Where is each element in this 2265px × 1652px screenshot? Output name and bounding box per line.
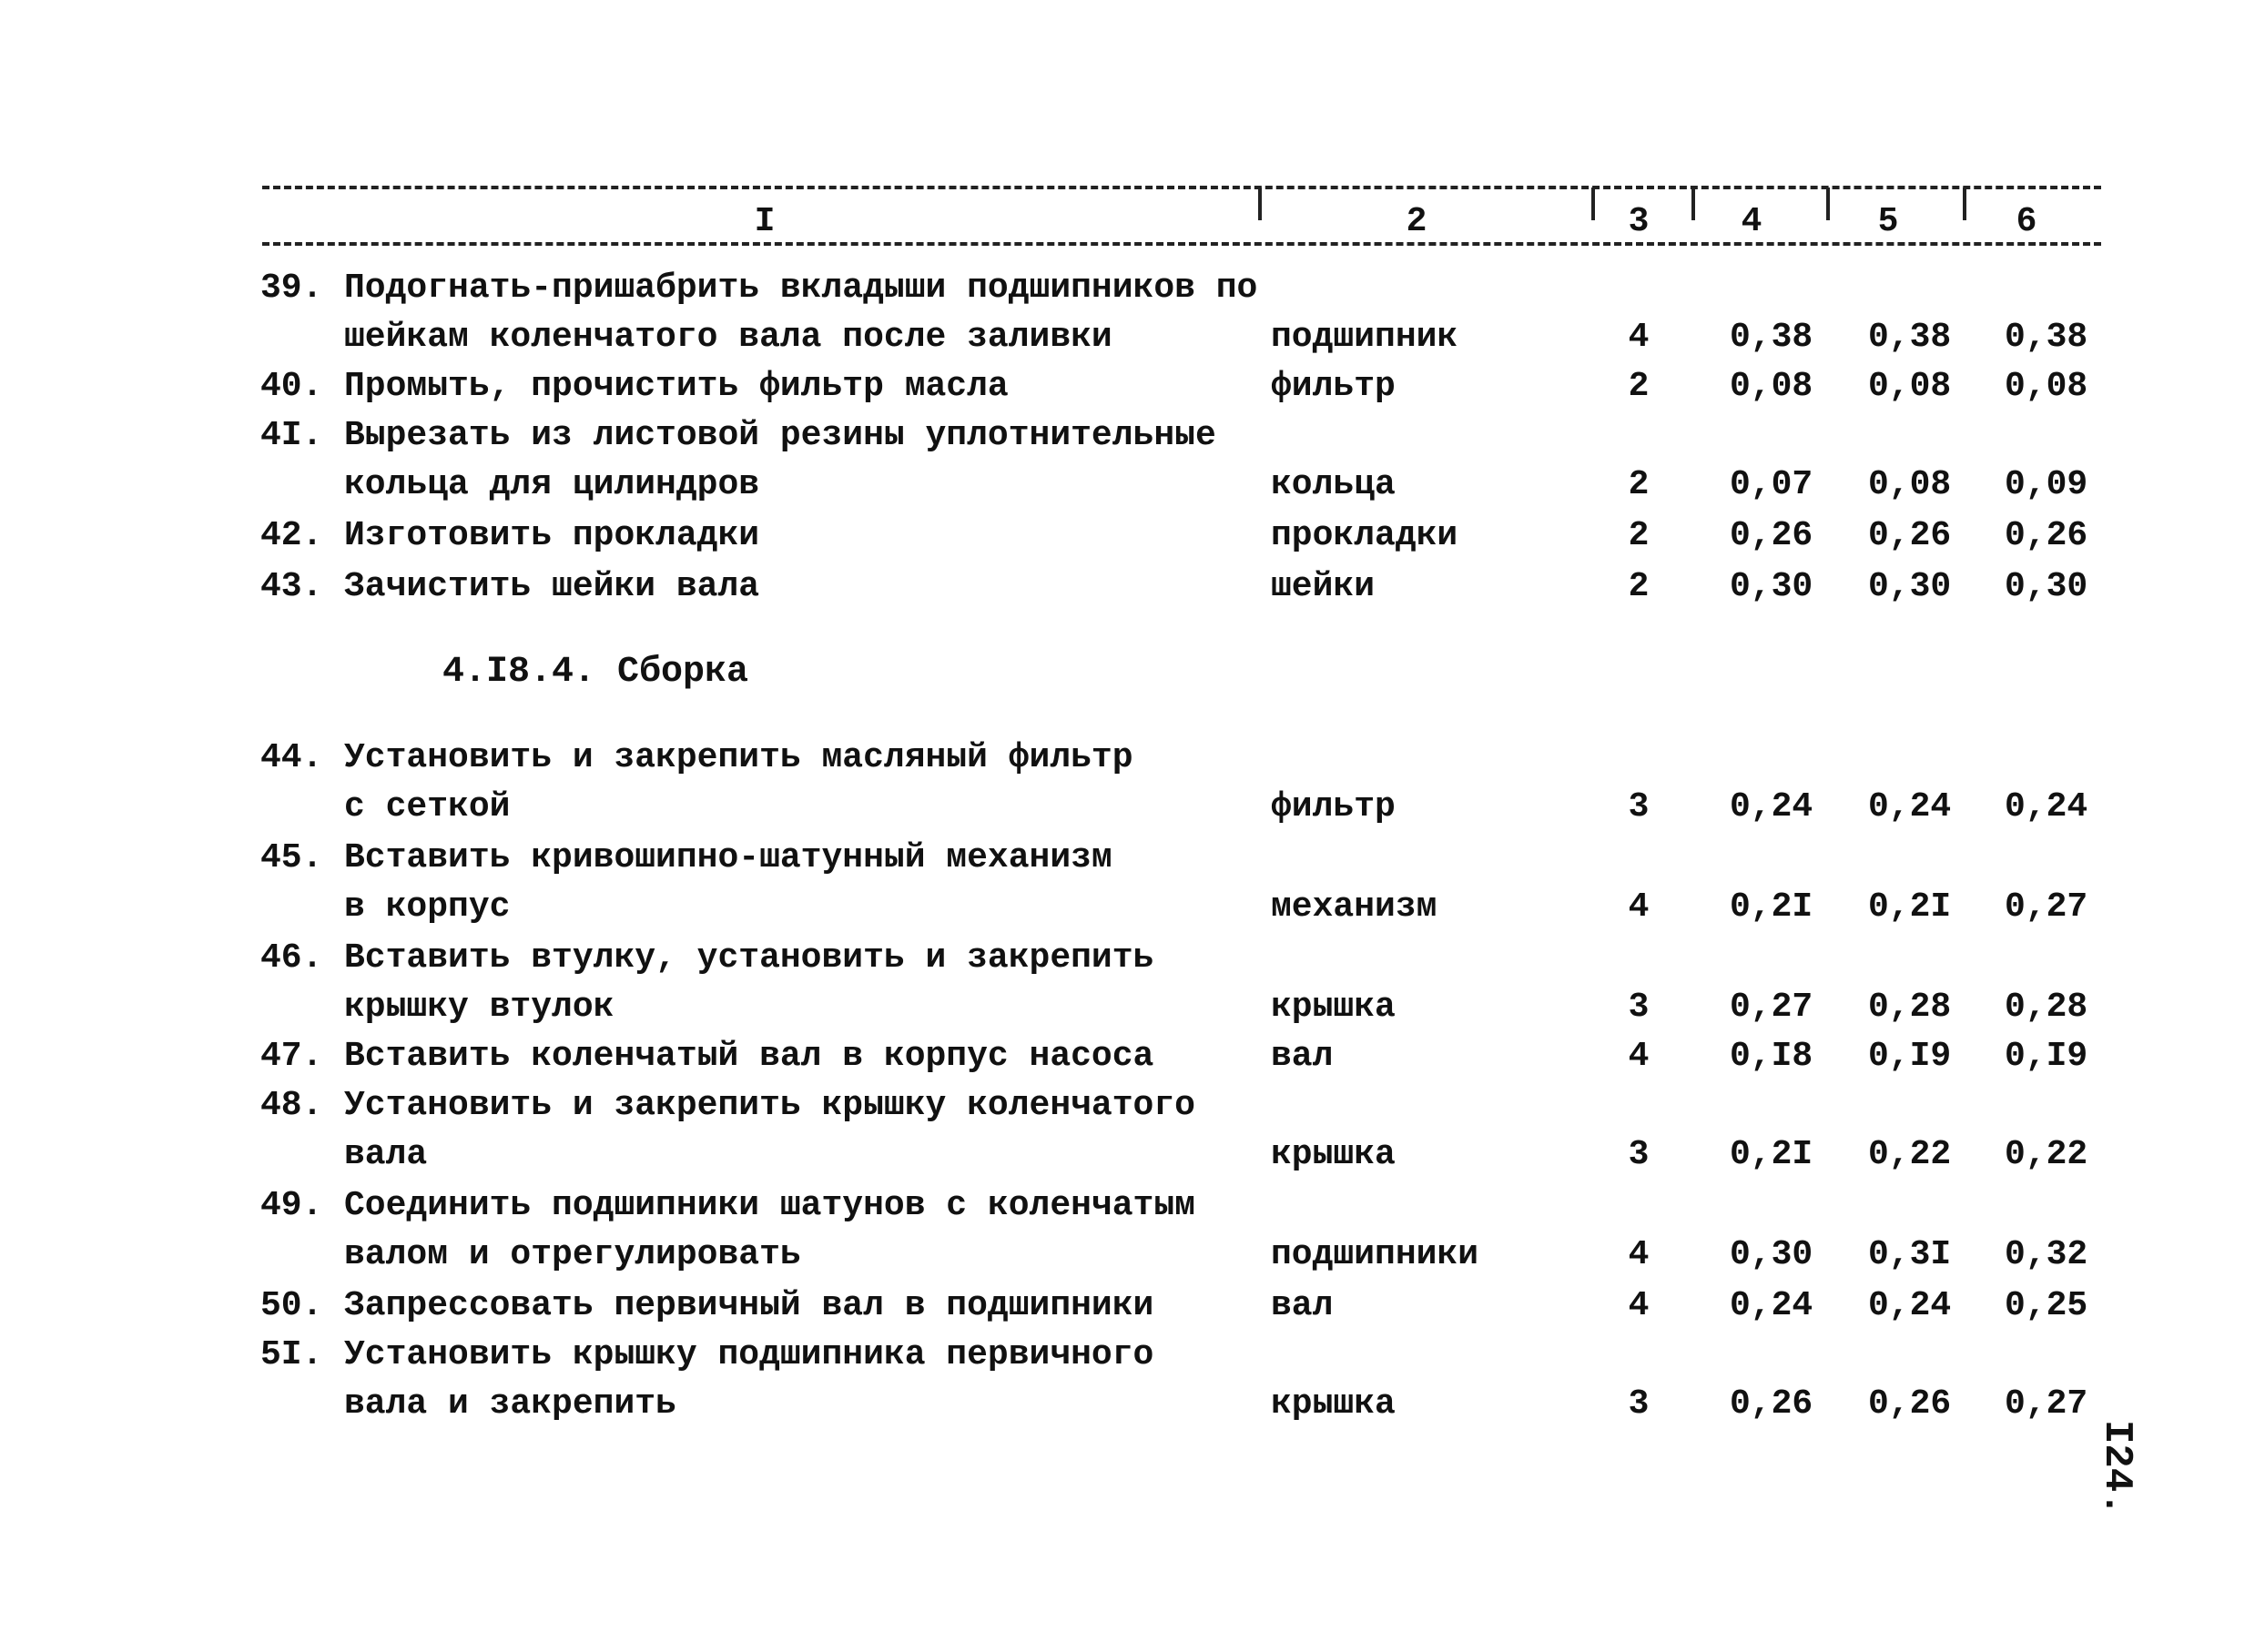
row-description: Запрессовать первичный вал в подшипники (344, 1286, 1154, 1325)
row-value-6: 0,08 (2005, 367, 2088, 406)
table-row (0, 362, 2265, 411)
row-object: крышка (1271, 988, 1396, 1027)
row-object: вал (1271, 1037, 1334, 1076)
table-row-continuation (0, 313, 2265, 362)
table-row-continuation (0, 983, 2265, 1032)
row-number: 40. (260, 367, 323, 406)
header-separator (1691, 187, 1695, 220)
row-value-6: 0,27 (2005, 887, 2088, 927)
row-quantity: 4 (1628, 1037, 1650, 1076)
row-quantity: 3 (1628, 1135, 1650, 1174)
row-value-4: 0,38 (1730, 318, 1813, 357)
row-description: вала и закрепить (344, 1384, 676, 1424)
table-row (0, 1032, 2265, 1081)
row-quantity: 3 (1628, 1384, 1650, 1424)
row-value-4: 0,07 (1730, 465, 1813, 504)
table-row (0, 1282, 2265, 1331)
row-number: 39. (260, 269, 323, 308)
row-object: механизм (1271, 887, 1437, 927)
header-col-6: 6 (2016, 202, 2037, 241)
row-value-6: 0,09 (2005, 465, 2088, 504)
row-description: Вырезать из листовой резины уплотнительные (344, 416, 1216, 455)
row-number: 45. (260, 838, 323, 877)
row-value-6: 0,28 (2005, 988, 2088, 1027)
row-quantity: 2 (1628, 465, 1650, 504)
row-description: Установить и закрепить масляный фильтр (344, 738, 1133, 777)
row-value-5: 0,I9 (1868, 1037, 1952, 1076)
row-value-5: 0,24 (1868, 787, 1952, 826)
row-description: в корпус (344, 887, 511, 927)
row-value-5: 0,2I (1868, 887, 1952, 927)
row-quantity: 4 (1628, 1286, 1650, 1325)
header-top-rule (262, 186, 2101, 189)
row-value-6: 0,30 (2005, 567, 2088, 606)
row-value-6: 0,25 (2005, 1286, 2088, 1325)
row-number: 48. (260, 1086, 323, 1125)
row-description: Вставить коленчатый вал в корпус насоса (344, 1037, 1154, 1076)
row-description: валом и отрегулировать (344, 1235, 801, 1274)
row-value-5: 0,22 (1868, 1135, 1952, 1174)
row-value-6: 0,38 (2005, 318, 2088, 357)
row-object: вал (1271, 1286, 1334, 1325)
row-value-4: 0,2I (1730, 1135, 1813, 1174)
row-value-5: 0,08 (1868, 465, 1952, 504)
row-description: Соединить подшипники шатунов с коленчатым (344, 1186, 1195, 1225)
table-row-continuation (0, 883, 2265, 932)
row-object: крышка (1271, 1384, 1396, 1424)
table-row (0, 934, 2265, 983)
row-value-5: 0,3I (1868, 1235, 1952, 1274)
row-quantity: 3 (1628, 988, 1650, 1027)
table-row (0, 411, 2265, 461)
row-value-5: 0,08 (1868, 367, 1952, 406)
table-row-continuation (0, 1380, 2265, 1429)
row-description: Изготовить прокладки (344, 516, 760, 555)
row-number: 43. (260, 567, 323, 606)
row-object: фильтр (1271, 787, 1396, 826)
row-object: подшипники (1271, 1235, 1479, 1274)
table-row (0, 1181, 2265, 1231)
header-col-1: I (754, 202, 776, 241)
row-value-4: 0,30 (1730, 1235, 1813, 1274)
row-value-5: 0,26 (1868, 1384, 1952, 1424)
table-row-continuation (0, 461, 2265, 510)
row-object: прокладки (1271, 516, 1458, 555)
row-number: 47. (260, 1037, 323, 1076)
row-value-4: 0,24 (1730, 787, 1813, 826)
row-object: шейки (1271, 567, 1376, 606)
row-object: кольца (1271, 465, 1396, 504)
section-title: 4.I8.4. Сборка (442, 652, 749, 693)
table-row-continuation (0, 783, 2265, 832)
header-separator (1826, 187, 1830, 220)
row-quantity: 4 (1628, 887, 1650, 927)
row-value-4: 0,2I (1730, 887, 1813, 927)
row-number: 44. (260, 738, 323, 777)
row-description: Вставить втулку, установить и закрепить (344, 938, 1154, 978)
row-value-6: 0,32 (2005, 1235, 2088, 1274)
row-description: Промыть, прочистить фильтр масла (344, 367, 1009, 406)
row-quantity: 3 (1628, 787, 1650, 826)
row-number: 50. (260, 1286, 323, 1325)
row-value-4: 0,I8 (1730, 1037, 1813, 1076)
row-description: Установить и закрепить крышку коленчатого (344, 1086, 1195, 1125)
row-value-6: 0,26 (2005, 516, 2088, 555)
table-row-continuation (0, 1130, 2265, 1180)
row-value-6: 0,22 (2005, 1135, 2088, 1174)
row-value-5: 0,30 (1868, 567, 1952, 606)
table-row (0, 1081, 2265, 1130)
row-value-4: 0,26 (1730, 1384, 1813, 1424)
row-value-5: 0,24 (1868, 1286, 1952, 1325)
row-value-6: 0,I9 (2005, 1037, 2088, 1076)
table-row (0, 512, 2265, 561)
table-row (0, 562, 2265, 612)
table-row-continuation (0, 1231, 2265, 1280)
row-value-4: 0,26 (1730, 516, 1813, 555)
row-description: Установить крышку подшипника первичного (344, 1335, 1154, 1374)
row-description: Вставить кривошипно-шатунный механизм (344, 838, 1112, 877)
row-object: подшипник (1271, 318, 1458, 357)
row-value-5: 0,26 (1868, 516, 1952, 555)
row-number: 49. (260, 1186, 323, 1225)
row-description: крышку втулок (344, 988, 614, 1027)
row-quantity: 2 (1628, 567, 1650, 606)
row-description: шейкам коленчатого вала после заливки (344, 318, 1112, 357)
row-description: вала (344, 1135, 428, 1174)
row-number: 46. (260, 938, 323, 978)
row-value-5: 0,28 (1868, 988, 1952, 1027)
row-value-4: 0,24 (1730, 1286, 1813, 1325)
header-col-2: 2 (1406, 202, 1427, 241)
row-object: фильтр (1271, 367, 1396, 406)
row-object: крышка (1271, 1135, 1396, 1174)
header-col-4: 4 (1741, 202, 1762, 241)
header-col-3: 3 (1628, 202, 1650, 241)
row-quantity: 2 (1628, 516, 1650, 555)
page-number: I24. (2094, 1420, 2139, 1516)
table-row (0, 734, 2265, 783)
row-value-6: 0,27 (2005, 1384, 2088, 1424)
row-quantity: 4 (1628, 1235, 1650, 1274)
row-value-5: 0,38 (1868, 318, 1952, 357)
row-value-4: 0,30 (1730, 567, 1813, 606)
table-row (0, 1331, 2265, 1380)
header-separator (1591, 187, 1595, 220)
header-bottom-rule (262, 242, 2101, 246)
row-description: с сеткой (344, 787, 511, 826)
row-quantity: 4 (1628, 318, 1650, 357)
row-description: кольца для цилиндров (344, 465, 760, 504)
row-number: 42. (260, 516, 323, 555)
table-row (0, 264, 2265, 313)
header-separator (1963, 187, 1966, 220)
row-value-6: 0,24 (2005, 787, 2088, 826)
row-number: 5I. (260, 1335, 323, 1374)
header-separator (1258, 187, 1262, 220)
table-row (0, 834, 2265, 883)
header-col-5: 5 (1877, 202, 1899, 241)
row-value-4: 0,08 (1730, 367, 1813, 406)
row-quantity: 2 (1628, 367, 1650, 406)
row-number: 4I. (260, 416, 323, 455)
row-description: Зачистить шейки вала (344, 567, 760, 606)
row-description: Подогнать-пришабрить вкладыши подшипников по (344, 269, 1258, 308)
row-value-4: 0,27 (1730, 988, 1813, 1027)
